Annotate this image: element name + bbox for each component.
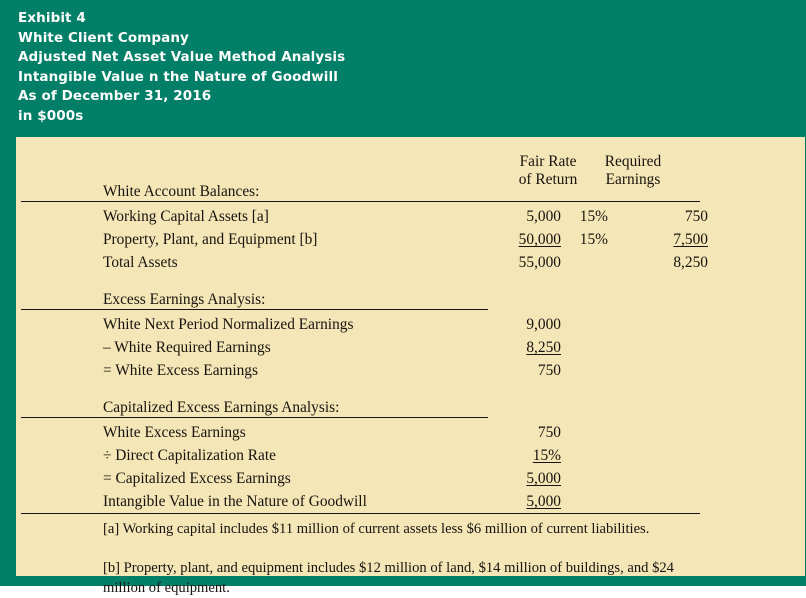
section-title-capitalized: Capitalized Excess Earnings Analysis: xyxy=(103,399,340,416)
footnote-a: [a] Working capital includes $11 million of current assets less $6 million of current liabilities. xyxy=(103,521,650,537)
column-header-required-earnings: Required Earnings xyxy=(604,153,662,188)
row-label-cap-excess-earnings: White Excess Earnings xyxy=(103,424,246,441)
row-value-normalized-earnings: 9,000 xyxy=(526,316,561,333)
row-value-direct-cap-rate: 15% xyxy=(532,447,561,464)
rule-above-footnotes xyxy=(21,513,700,514)
header-line-company: White Client Company xyxy=(18,29,189,46)
row-label-ppe: Property, Plant, and Equipment [b] xyxy=(103,231,318,248)
row-value-capitalized-excess-earnings: 5,000 xyxy=(526,470,561,487)
row-rate-ppe: 15% xyxy=(579,231,608,248)
section-title-balances: White Account Balances: xyxy=(103,183,260,200)
row-label-capitalized-excess-earnings: = Capitalized Excess Earnings xyxy=(103,470,291,487)
row-label-total-assets: Total Assets xyxy=(103,254,178,271)
row-earnings-total-assets: 8,250 xyxy=(673,254,708,271)
rule-excess-earnings-header xyxy=(21,309,488,310)
row-label-less-required-earnings: – White Required Earnings xyxy=(103,339,271,356)
row-value-total-assets: 55,000 xyxy=(518,254,561,271)
financial-table xyxy=(16,137,805,596)
header-line-method: Adjusted Net Asset Value Method Analysis xyxy=(18,49,346,66)
row-value-less-required-earnings: 8,250 xyxy=(526,339,561,356)
row-label-normalized-earnings: White Next Period Normalized Earnings xyxy=(103,316,354,333)
header-line-exhibit: Exhibit 4 xyxy=(18,10,86,26)
header-line-units: in $000s xyxy=(18,107,84,124)
header-line-subject: Intangible Value n the Nature of Goodwill xyxy=(18,68,338,85)
exhibit-header xyxy=(8,0,806,137)
row-rate-working-capital: 15% xyxy=(579,208,608,225)
row-value-intangible-value: 5,000 xyxy=(526,493,561,510)
rule-capitalized-header xyxy=(21,417,488,418)
footnote-b: [b] Property, plant, and equipment includes $12 million of land, $14 million of buildings, and $24 million of equipment. xyxy=(103,560,674,596)
row-value-cap-excess-earnings: 750 xyxy=(537,424,561,441)
row-label-intangible-value: Intangible Value in the Nature of Goodwill xyxy=(103,493,367,510)
exhibit-body xyxy=(16,137,805,596)
row-value-ppe: 50,000 xyxy=(518,231,561,248)
section-title-excess-earnings: Excess Earnings Analysis: xyxy=(103,291,266,308)
header-line-asof: As of December 31, 2016 xyxy=(18,88,212,105)
row-label-working-capital: Working Capital Assets [a] xyxy=(103,208,269,225)
rule-balances-header xyxy=(21,201,700,202)
row-earnings-working-capital: 750 xyxy=(684,208,708,225)
row-value-working-capital: 5,000 xyxy=(526,208,561,225)
column-header-fair-rate: Fair Rate of Return xyxy=(518,153,578,188)
row-label-direct-cap-rate: ÷ Direct Capitalization Rate xyxy=(103,447,276,464)
row-value-white-excess-earnings: 750 xyxy=(537,362,561,379)
row-earnings-ppe: 7,500 xyxy=(673,231,708,248)
row-label-white-excess-earnings: = White Excess Earnings xyxy=(103,362,258,379)
